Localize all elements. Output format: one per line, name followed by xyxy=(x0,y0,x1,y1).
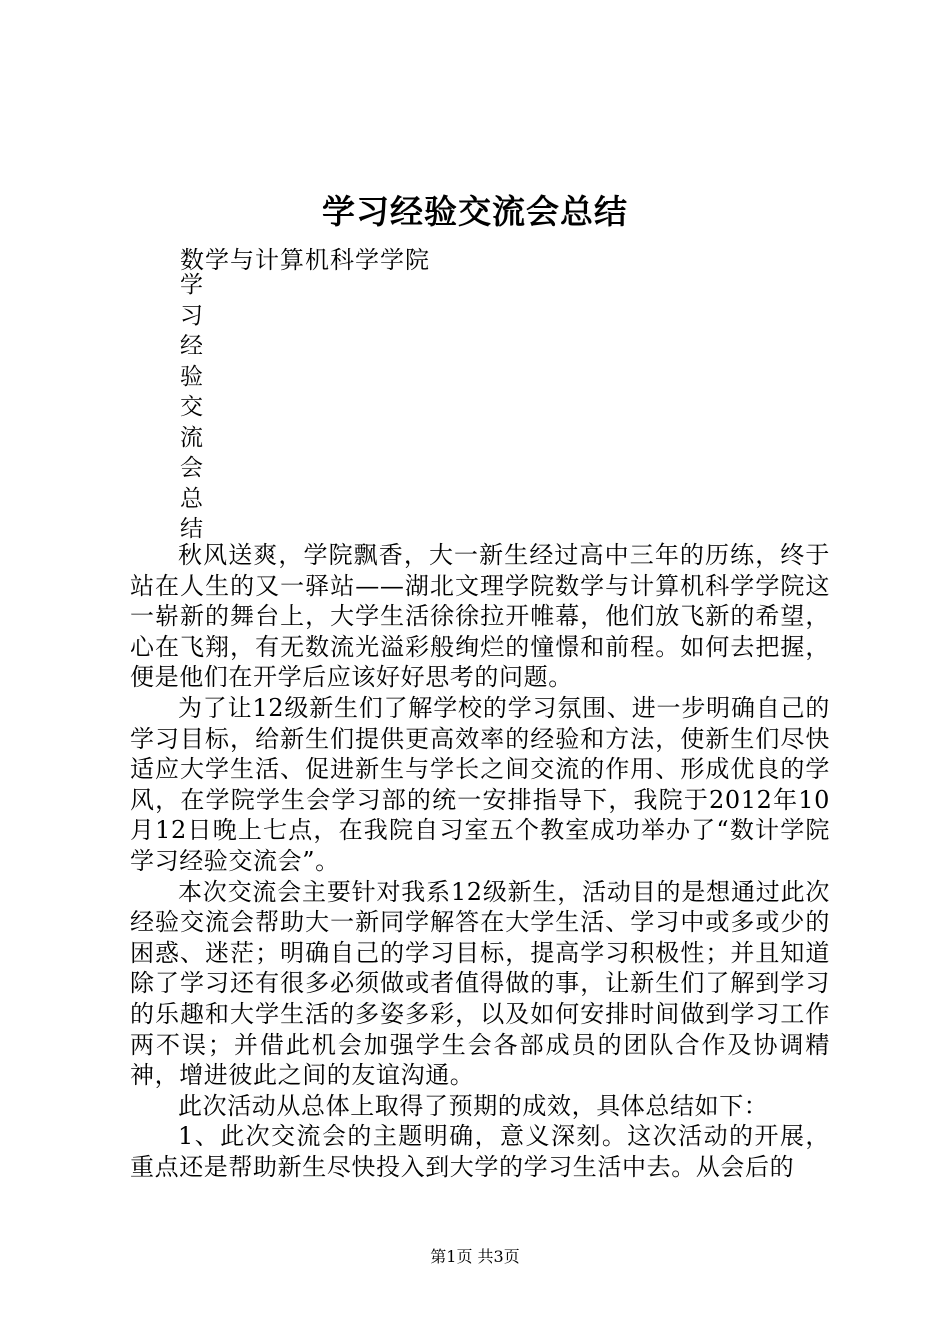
vertical-title-char: 结 xyxy=(180,516,203,542)
paragraph: 此次活动从总体上取得了预期的成效，具体总结如下： xyxy=(178,1091,769,1120)
vertical-title-char: 经 xyxy=(180,333,203,359)
paragraph: 秋风送爽，学院飘香，大一新生经过高中三年的历练，终于站在人生的又一驿站——湖北文理学院数学与计算机科学学院这一崭新的舞台上，大学生活徐徐拉开帷幕，他们放飞新的希望，心在飞翔，有无数流光溢彩般绚烂的憧憬和前程。如何去把握，便是他们在开学后应该好好思考的问题。 xyxy=(130,541,830,692)
paragraph: 1、此次交流会的主题明确，意义深刻。这次活动的开展，重点还是帮助新生尽快投入到大学的学习生活中去。从会后的 xyxy=(130,1122,830,1181)
vertical-title-char: 总 xyxy=(180,485,203,512)
vertical-title-char: 习 xyxy=(180,302,203,329)
vertical-title-char: 会 xyxy=(180,455,203,481)
vertical-title-char: 验 xyxy=(180,363,203,390)
document-title: 学习经验交流会总结 xyxy=(322,192,628,231)
vertical-title-char: 流 xyxy=(180,424,203,451)
vertical-title xyxy=(180,270,220,545)
paragraph: 为了让12级新生们了解学校的学习氛围、进一步明确自己的学习目标，给新生们提供更高效率的经验和方法，使新生们尽快适应大学生活、促进新生与学长之间交流的作用、形成优良的学风，在学院学生会学习部的统一安排指导下，我院于2012年10月12日晚上七点，在我院自习室五个教室成功举办了“数计学院学习经验交流会”。 xyxy=(130,693,830,875)
page-footer: 第1页 共3页 xyxy=(430,1247,520,1266)
vertical-title-char: 学 xyxy=(180,272,203,298)
department-name: 数学与计算机科学学院 xyxy=(180,246,430,274)
document-body xyxy=(130,540,830,1182)
vertical-title-char: 交 xyxy=(180,394,203,420)
paragraph: 本次交流会主要针对我系12级新生，活动目的是想通过此次经验交流会帮助大一新同学解答在大学生活、学习中或多或少的困惑、迷茫；明确自己的学习目标，提高学习积极性；并且知道除了学习还有很多必须做或者值得做的事，让新生们了解到学习的乐趣和大学生活的多姿多彩，以及如何安排时间做到学习工作两不误；并借此机会加强学生会各部成员的团队合作及协调精神，增进彼此之间的友谊沟通。 xyxy=(130,877,830,1090)
